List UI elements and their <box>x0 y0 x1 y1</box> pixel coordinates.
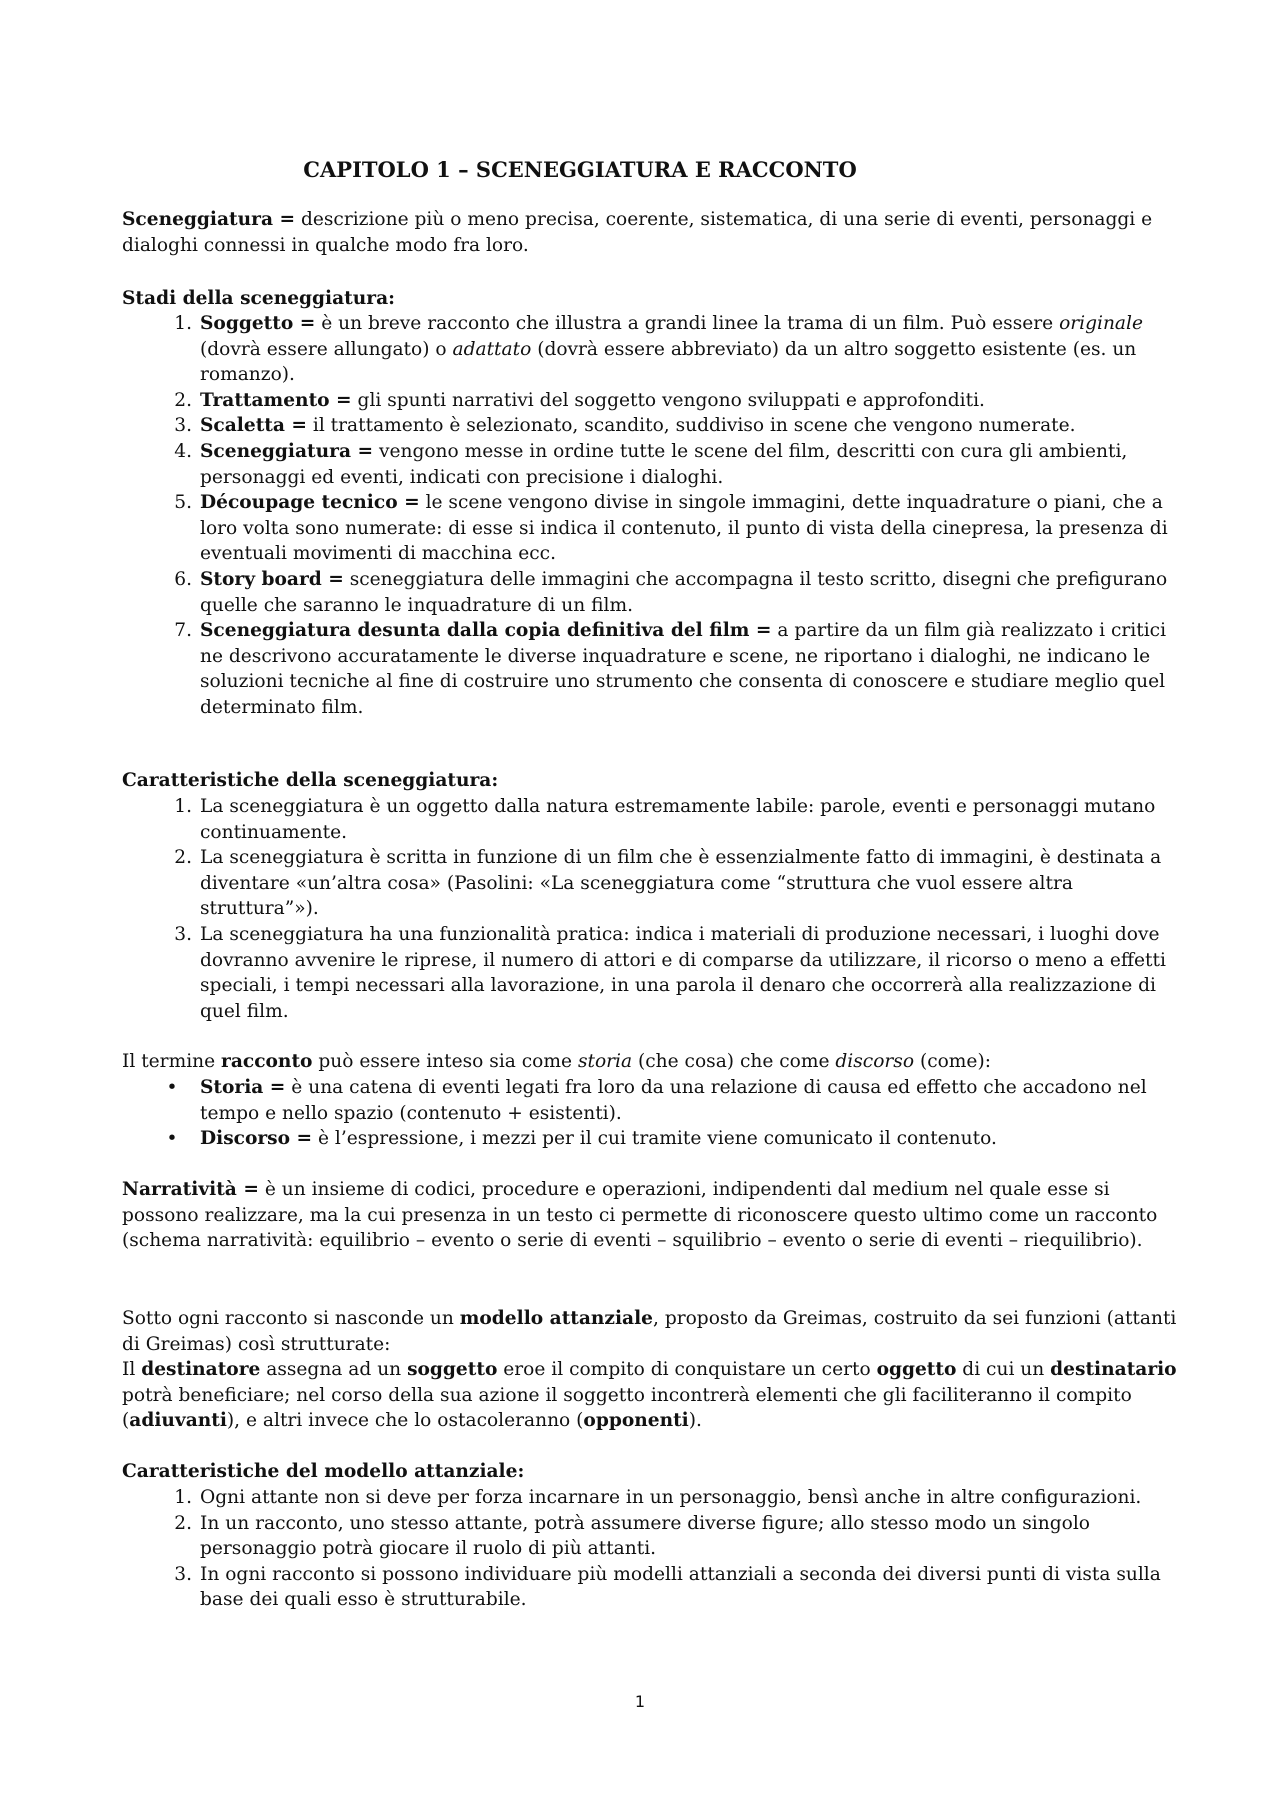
section-heading-stadi: Stadi della sceneggiatura: <box>122 288 395 309</box>
list-item: 7. Sceneggiatura desunta dalla copia definitiva del film = a partire da un film già realizzato i critici ne descrivono accuratamente le diverse inquadrature e scene, ne riportano i dialoghi, ne indicano le soluzioni tecniche al fine di costruire uno strumento che consenta di conoscere e studiare meglio quel determinato film. <box>174 620 1167 718</box>
list-item: 2. In un racconto, uno stesso attante, potrà assumere diverse figure; allo stesso modo un singolo personaggio potrà giocare il ruolo di più attanti. <box>174 1512 1090 1560</box>
list-racconto <box>122 1075 1177 1152</box>
list-stadi <box>122 311 1177 721</box>
term-label: Sceneggiatura = <box>122 209 296 230</box>
list-item: • Discorso = è l’espressione, i mezzi per il cui tramite viene comunicato il contenuto. <box>122 1126 1177 1152</box>
list-item: 1. Ogni attante non si deve per forza incarnare in un personaggio, bensì anche in altre configurazioni. <box>174 1487 1142 1508</box>
list-item: 3. In ogni racconto si possono individuare più modelli attanziali a seconda dei diversi punti di vista sulla base dei quali esso è strutturabile. <box>174 1563 1161 1611</box>
page-number: 1 <box>634 1692 646 1711</box>
list-item: 3. Scaletta = il trattamento è selezionato, scandito, suddiviso in scene che vengono numerate. <box>174 415 1076 437</box>
bullet-icon: • <box>166 1077 178 1098</box>
list-item: 3. La sceneggiatura ha una funzionalità pratica: indica i materiali di produzione necessari, i luoghi dove dovranno avvenire le riprese, il numero di attori e di comparse da utilizzare, il ricorso o meno a effetti speciali, i tempi necessari alla lavorazione, in una parola il denaro che occorrerà alla realizzazione di quel film. <box>174 923 1166 1022</box>
paragraph-racconto: Il termine racconto può essere inteso sia come storia (che cosa) che come discorso (come): <box>122 1051 991 1072</box>
list-item: 1. La sceneggiatura è un oggetto dalla natura estremamente labile: parole, eventi e personaggi mutano continuamente. <box>174 796 1156 843</box>
list-item: 5. Découpage tecnico = le scene vengono divise in singole immagini, dette inquadrature o piani, che a loro volta sono numerate: di esse si indica il contenuto, il punto di vista della cinepresa, la presenza di eventuali movimenti di macchina ecc. <box>174 492 1168 565</box>
definition-text: descrizione più o meno precisa, coerente, sistematica, di una serie di eventi, personaggi e dialoghi connessi in qualche modo fra loro. <box>122 209 1153 256</box>
definition-sceneggiatura <box>122 207 1177 258</box>
section-heading-modello: Caratteristiche del modello attanziale: <box>122 1461 525 1482</box>
section-heading-caratteristiche: Caratteristiche della sceneggiatura: <box>122 770 499 791</box>
list-item: 1. Soggetto = è un breve racconto che illustra a grandi linee la trama di un film. Può essere originale (dovrà essere allungato) o adattato (dovrà essere abbreviato) da un altro soggetto esistente (es. un romanzo). <box>174 313 1143 386</box>
list-item: 6. Story board = sceneggiatura delle immagini che accompagna il testo scritto, disegni che prefigurano quelle che saranno le inquadrature di un film. <box>174 568 1168 616</box>
list-item: 2. Trattamento = gli spunti narrativi del soggetto vengono sviluppati e approfonditi. <box>174 389 985 411</box>
list-caratteristiche <box>122 794 1177 1024</box>
bullet-icon: • <box>166 1128 178 1150</box>
list-item: 2. La sceneggiatura è scritta in funzione di un film che è essenzialmente fatto di immagini, è destinata a diventare «un’altra cosa» (Pasolini: «La sceneggiatura come “struttura che vuol essere altra struttura”»). <box>174 847 1162 920</box>
paragraph-modello: Sotto ogni racconto si nasconde un modello attanziale, proposto da Greimas, costruito da sei funzioni (attanti di Greimas) così strutturate: Il destinatore assegna ad un soggetto eroe il compito di conquistare un certo oggetto di cui un destinatario potrà beneficiare; nel corso della sua azione il soggetto incontrerà elementi che gli faciliteranno il compito (adiuvanti), e altri invece che lo ostacoleranno (opponenti). <box>122 1308 1177 1432</box>
list-item: • Storia = è una catena di eventi legati fra loro da una relazione di causa ed effetto che accadono nel tempo e nello spazio (contenuto + esistenti). <box>122 1075 1177 1126</box>
list-item: 4. Sceneggiatura = vengono messe in ordine tutte le scene del film, descritti con cura gli ambienti, personaggi ed eventi, indicati con precisione i dialoghi. <box>174 440 1128 488</box>
list-caratteristiche-modello <box>122 1485 1177 1613</box>
paragraph-narrativita: Narratività = è un insieme di codici, procedure e operazioni, indipendenti dal medium nel quale esse si possono realizzare, ma la cui presenza in un testo ci permette di riconoscere questo ultimo come un racconto (schema narratività: equilibrio – evento o serie di eventi – squilibrio – evento o serie di eventi – riequilibrio). <box>122 1179 1158 1252</box>
chapter-title: CAPITOLO 1 – SCENEGGIATURA E RACCONTO <box>303 157 857 182</box>
